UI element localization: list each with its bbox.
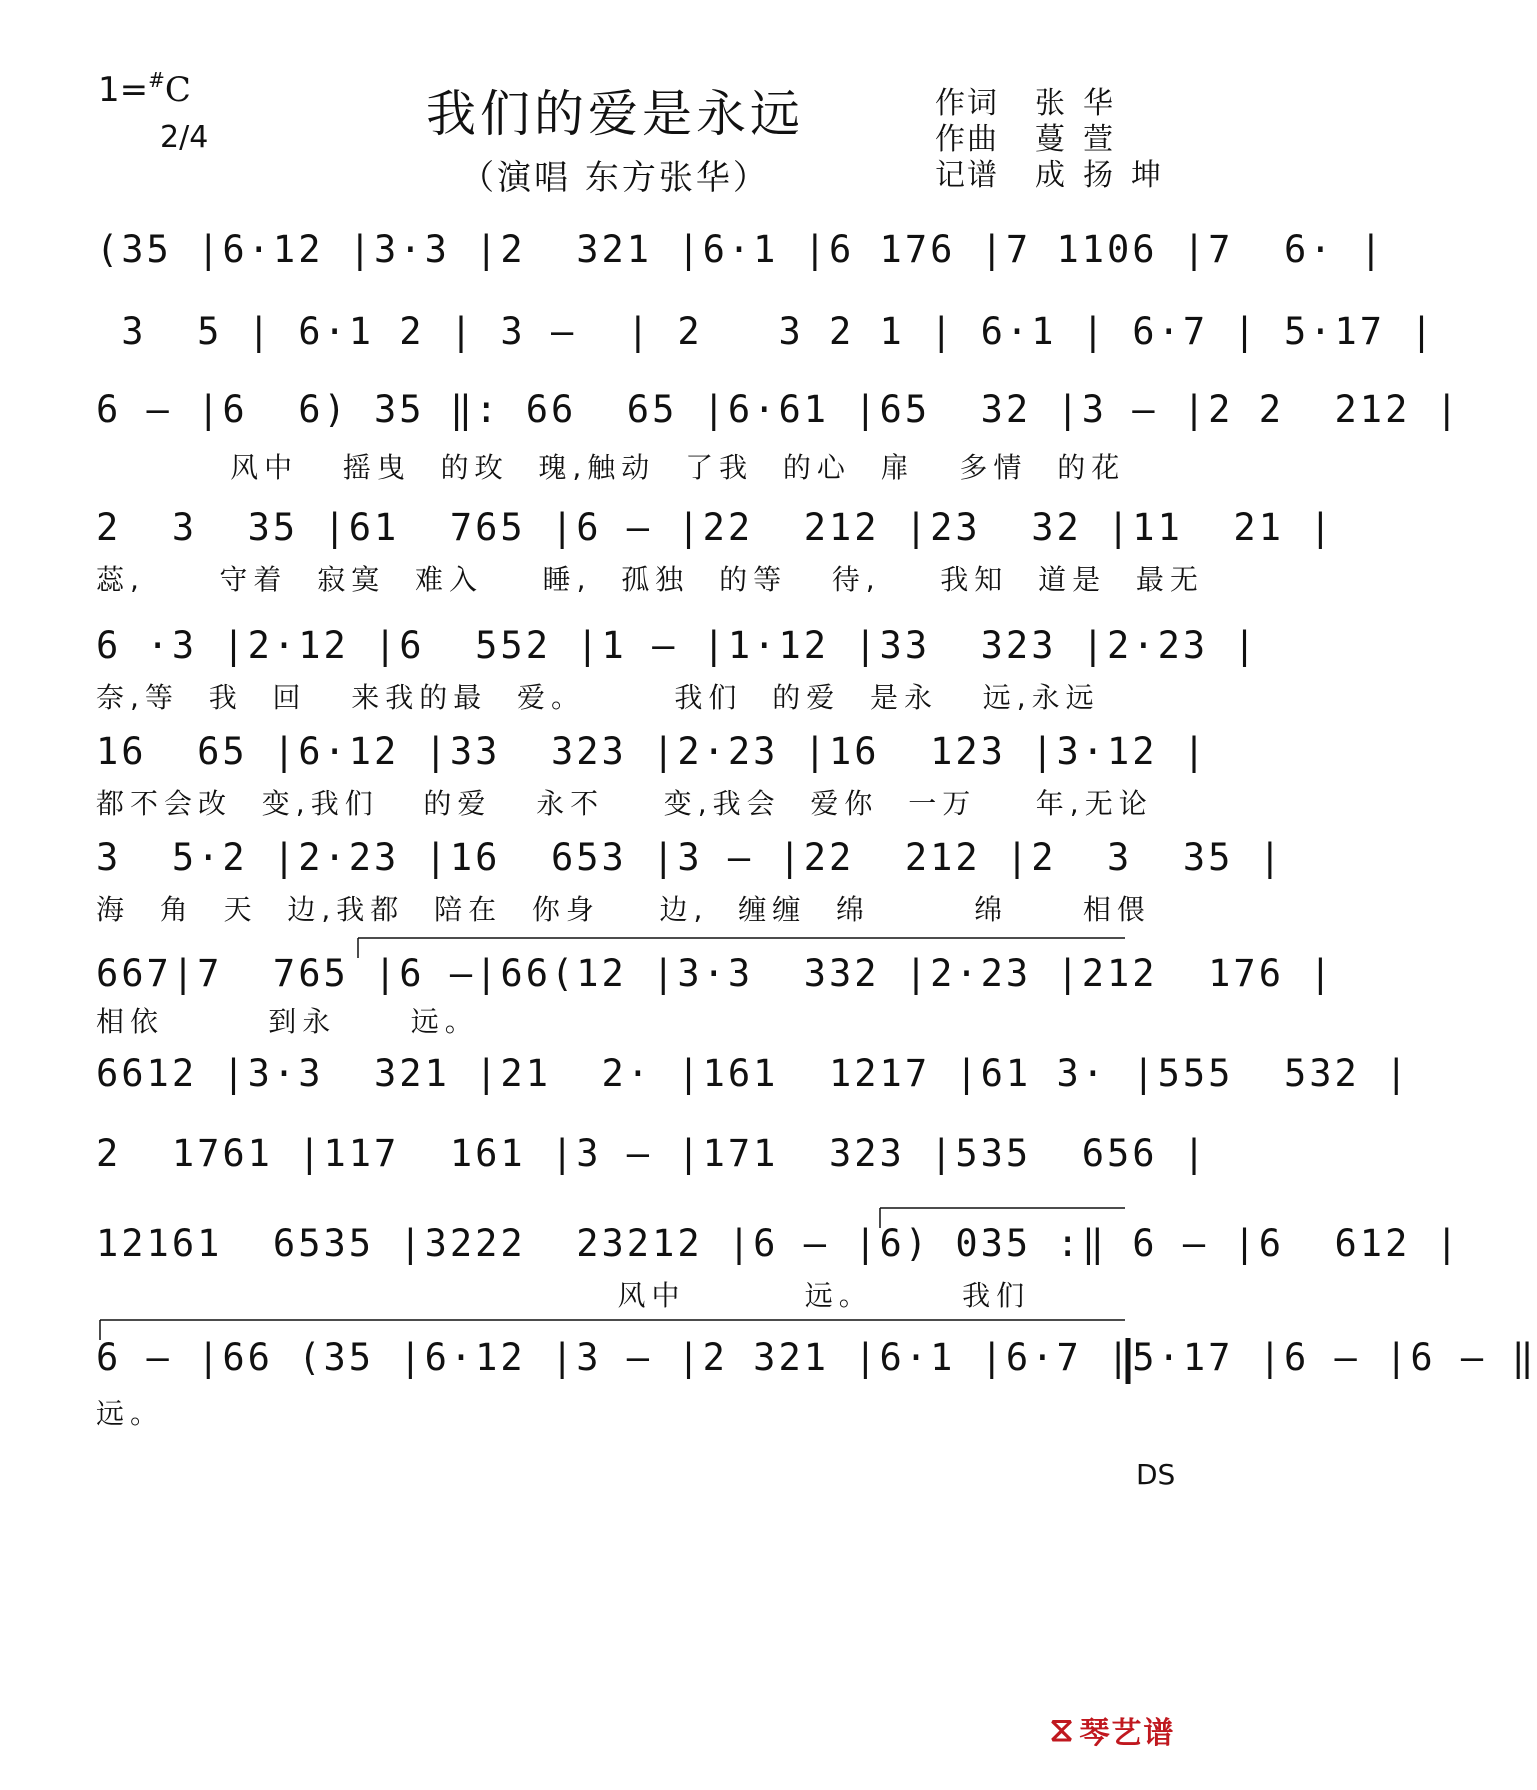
- lyric-line-8: 相依 到永 远。: [96, 1005, 479, 1038]
- score-line-9: 6612 |3·3 321 |21 2· |161 1217 |61 3· |555 532 |: [96, 1052, 1411, 1095]
- credit-composer: 作曲 蔓萱: [935, 122, 1131, 157]
- logo-icon: ⧖: [1049, 1710, 1074, 1750]
- lyric-line-7: 海 角 天 边,我都 陪在 你身 边, 缠缠 绵 绵 相偎: [96, 893, 1151, 926]
- score-line-8: 667|7 765 |6 –|66(12 |3·3 332 |2·23 |212 176 |: [96, 952, 1335, 995]
- score-line-2: 3 5 | 6·1 2 | 3 – | 2 3 2 1 | 6·1 | 6·7 | 5·17 |: [96, 310, 1436, 353]
- lyric-line-11: 风中 远。 我们: [96, 1279, 1031, 1312]
- score-line-12: 6 – |66 (35 |6·12 |3 – |2 321 |6·1 |6·7 |5·17 |6 – |6 – ‖: [96, 1336, 1537, 1379]
- score-line-10: 2 1761 |117 161 |3 – |171 323 |535 656 |: [96, 1132, 1209, 1175]
- ds-mark: DS: [1136, 1458, 1176, 1491]
- score-line-7: 3 5·2 |2·23 |16 653 |3 – |22 212 |2 3 35 |: [96, 836, 1284, 879]
- lyric-line-3: 风中 摇曳 的玫 瑰,触动 了我 的心 扉 多情 的花: [96, 451, 1126, 484]
- score-line-5: 6 ·3 |2·12 |6 552 |1 – |1·12 |33 323 |2·23 |: [96, 624, 1259, 667]
- score-line-3: 6 – |6 6) 35 ‖: 66 65 |6·61 |65 32 |3 – |2 2 212 |: [96, 388, 1461, 431]
- site-logo: ⧖ 琴艺谱: [1049, 1710, 1176, 1751]
- lyric-line-4: 蕊, 守着 寂寞 难入 睡, 孤独 的等 待, 我知 道是 最无: [96, 563, 1204, 596]
- performer-subtitle: （演唱 东方张华）: [460, 158, 770, 198]
- credit-lyricist: 作词 张华: [935, 86, 1131, 121]
- score-line-4: 2 3 35 |61 765 |6 – |22 212 |23 32 |11 21 |: [96, 506, 1335, 549]
- time-signature: 2/4: [160, 120, 209, 155]
- lyric-line-12: 远。: [96, 1397, 165, 1430]
- song-title: 我们的爱是永远: [426, 85, 804, 143]
- credit-transcriber: 记谱 成扬坤: [935, 158, 1179, 193]
- lyric-line-6: 都不会改 变,我们 的爱 永不 变,我会 爱你 一万 年,无论: [96, 787, 1153, 820]
- score-line-11: 12161 6535 |3222 23212 |6 – |6) 035 :‖ 6 – |6 612 |: [96, 1222, 1461, 1265]
- lyric-line-5: 奈,等 我 回 来我的最 爱。 我们 的爱 是永 远,永远: [96, 681, 1100, 714]
- key-signature: 1=#C: [98, 68, 191, 110]
- score-line-1: (35 |6·12 |3·3 |2 321 |6·1 |6 176 |7 1106 |7 6· |: [96, 228, 1386, 271]
- score-line-6: 16 65 |6·12 |33 323 |2·23 |16 123 |3·12 |: [96, 730, 1209, 773]
